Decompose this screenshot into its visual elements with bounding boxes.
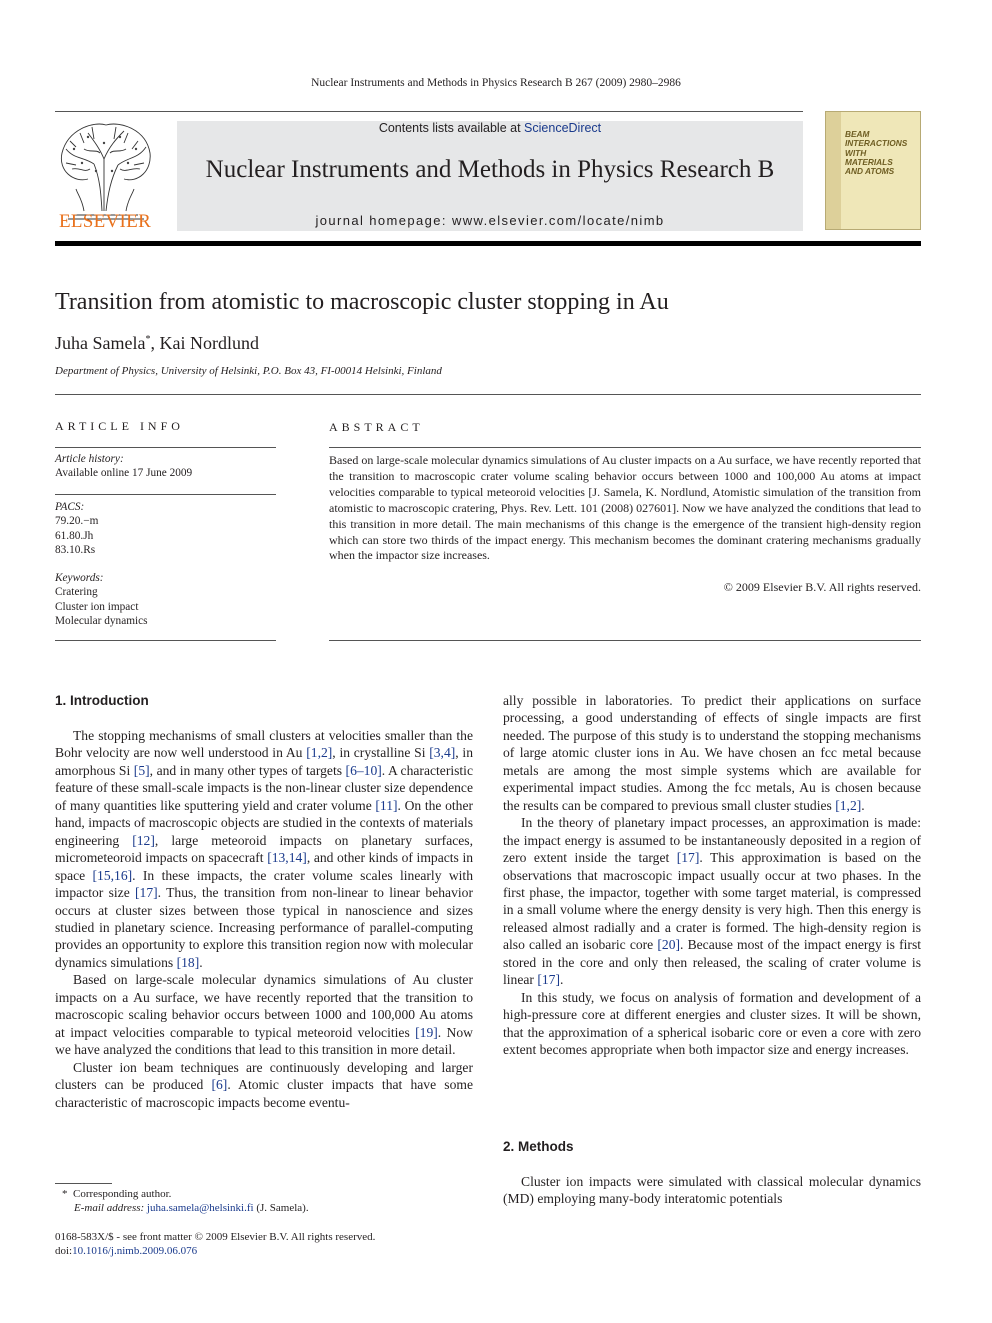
citation-link[interactable]: [1,2] bbox=[835, 797, 862, 813]
abstract-heading: ABSTRACT bbox=[329, 420, 424, 434]
section-heading-methods: 2. Methods bbox=[503, 1139, 574, 1154]
text-run: . Thus, the transition from non-linear to linear behavior occurs at cluster sizes between those typical in nanoscience and sizes studied in planetary science. Increasing performance of parallel-computing provides an opportunity to explore this transition region now with molecular dynamics simulations bbox=[55, 885, 473, 970]
affiliation: Department of Physics, University of Helsinki, P.O. Box 43, FI-00014 Helsinki, Finland bbox=[55, 365, 442, 377]
citation-link[interactable]: [17] bbox=[135, 885, 158, 901]
text-run: . This approximation is based on the observations that macroscopic impact usually occur at two phases. In the first phase, the impactor, together with some target material, is compressed in a small volume where the energy density is very high. Then this energy is released almost radially and a crater is formed. The high-density region is also called an isobaric core bbox=[503, 850, 921, 953]
cover-title bbox=[845, 130, 907, 176]
text-run: , in crystalline Si bbox=[332, 745, 430, 761]
contents-prefix: Contents lists available at bbox=[378, 121, 521, 135]
cover-line: INTERACTIONS bbox=[845, 138, 908, 149]
email-link[interactable]: juha.samela@helsinki.fi bbox=[146, 1202, 254, 1214]
citation-link[interactable]: [6–10] bbox=[345, 762, 382, 778]
abstract-text: Based on large-scale molecular dynamics simulations of Au cluster impacts on a Au surface, we have recently reported that the transition to macroscopic crater volume scaling behavior occurs between 1000 and 100,000 Au atoms at impact velocities comparable to typical meteoroid velocities [J. Samela, K. Nordlund, Atomistic simulation of the transition from atomistic to macroscopic cratering, Phys. Rev. Lett. 101 (2008) 027601]. Now we have analyzed the conditions that lead to this transition in more detail. The main mechanisms of this change is the emergence of the transient high-density region which can store two thirds of the impact energy. This mechanism becomes the dominant cratering mechanisms gradually when the impactor size increases. bbox=[329, 453, 921, 563]
text-run: , large meteoroid impacts on planetary surfaces, micrometeoroid impacts on spacecraft bbox=[55, 832, 473, 866]
text-run: , in amorphous Si bbox=[55, 745, 474, 778]
paragraph bbox=[503, 692, 921, 814]
journal-cover-image bbox=[825, 111, 921, 230]
citation-link[interactable]: [13,14] bbox=[267, 850, 307, 866]
citation-link[interactable]: [11] bbox=[375, 797, 398, 813]
section-heading-introduction: 1. Introduction bbox=[55, 693, 149, 708]
paragraph bbox=[55, 1059, 473, 1111]
abstract-copyright: © 2009 Elsevier B.V. All rights reserved. bbox=[723, 580, 921, 594]
abstract-rule bbox=[329, 447, 921, 448]
citation-link[interactable]: [5] bbox=[133, 762, 150, 778]
email-label: E-mail address: bbox=[74, 1202, 145, 1214]
article-info-heading: ARTICLE INFO bbox=[55, 419, 184, 433]
author-name: Juha Samela bbox=[55, 333, 146, 353]
paragraph bbox=[503, 814, 921, 989]
doi-prefix: doi: bbox=[55, 1245, 73, 1257]
pacs-code: 61.80.Jh bbox=[55, 529, 94, 542]
citation-link[interactable]: [15,16] bbox=[92, 867, 133, 883]
text-run: In the theory of planetary impact processes, an approximation is made: the impact energy is assumed to be instantaneously deposited in a region of zero extent inside the target bbox=[503, 815, 921, 866]
sciencedirect-link[interactable]: ScienceDirect bbox=[524, 121, 602, 135]
text-run: , and in many other types of targets bbox=[149, 762, 346, 778]
left-column bbox=[55, 727, 473, 1111]
header-thick-rule bbox=[55, 241, 921, 246]
history-label: Article history: bbox=[55, 453, 124, 465]
issn-line: 0168-583X/$ - see front matter © 2009 Elsevier B.V. All rights reserved. bbox=[55, 1231, 376, 1243]
abstract-rule bbox=[329, 640, 921, 641]
article-info-rule bbox=[55, 447, 276, 448]
cover-line: BEAM bbox=[845, 129, 870, 139]
pacs-block bbox=[55, 500, 98, 557]
doi-line bbox=[55, 1244, 375, 1258]
text-run: . On the other hand, impacts of macroscopic objects are studied in the contexts of materials engineering bbox=[55, 797, 474, 848]
paragraph bbox=[55, 727, 473, 971]
pacs-label: PACS: bbox=[55, 501, 85, 513]
doi-link[interactable]: 10.1016/j.nimb.2009.06.076 bbox=[72, 1245, 198, 1257]
citation-link[interactable]: [17] bbox=[537, 972, 560, 988]
text-run: In this study, we focus on analysis of formation and development of a high-pressure core at different energies and cluster sizes. It will be shown, that the approximation of a spherical isobaric core or even a core with zero extent becomes appropriate when both impactor size and energy increases. bbox=[503, 989, 921, 1058]
text-run: . bbox=[199, 954, 203, 970]
text-run: . A characteristic feature of these small-scale impacts is the non-linear cluster size dependence of many quantities like sputtering yield and crater volume bbox=[55, 762, 473, 813]
citation-link[interactable]: [18] bbox=[176, 954, 200, 970]
keyword: Cluster ion impact bbox=[55, 600, 139, 613]
citation-link[interactable]: [20] bbox=[657, 937, 681, 953]
footnote-corresponding-text: Corresponding author. bbox=[73, 1188, 172, 1200]
email-suffix: (J. Samela). bbox=[256, 1202, 309, 1214]
running-header: Nuclear Instruments and Methods in Physics Research B 267 (2009) 2980–2986 bbox=[311, 77, 681, 89]
contents-line bbox=[177, 121, 803, 135]
cover-line: WITH bbox=[845, 147, 867, 158]
text-run: ally possible in laboratories. To predict their applications on surface processing, a good understanding of effects of single impacts are first needed. The purpose of this study is to understand the stopping mechanisms of large atomic cluster ions in Au. We have chosen an fcc metal because metals are among the most simple systems which are available for experimental impact studies. Among the fcc metals, Au is chosen because the results can be compared to previous small cluster studies bbox=[503, 693, 921, 813]
citation-link[interactable]: [1,2] bbox=[306, 745, 333, 761]
article-title: Transition from atomistic to macroscopic cluster stopping in Au bbox=[55, 289, 669, 315]
text-run: , and other kinds of impacts in space bbox=[55, 850, 474, 883]
cover-line: MATERIALS bbox=[845, 156, 893, 167]
text-run: . In these impacts, the crater volume scales linearly with impactor size bbox=[55, 867, 473, 901]
paragraph bbox=[503, 1173, 921, 1208]
citation-link[interactable]: [12] bbox=[132, 832, 155, 848]
text-run: The stopping mechanisms of small clusters at velocities smaller than the Bohr velocity are now well understood in Au bbox=[55, 728, 473, 761]
footnote bbox=[62, 1187, 309, 1215]
history-value: Available online 17 June 2009 bbox=[55, 467, 193, 480]
text-run: . Because most of the impact energy is first stored in the core and only then released, the scaling of crater volume is linear bbox=[503, 937, 922, 988]
keywords-block bbox=[55, 571, 148, 628]
author-separator: , bbox=[150, 333, 160, 353]
publisher-logo-text: ELSEVIER bbox=[58, 211, 152, 232]
paragraph bbox=[55, 971, 473, 1058]
homepage-prefix: journal homepage: bbox=[315, 213, 447, 228]
pacs-code: 83.10.Rs bbox=[55, 543, 96, 556]
title-rule bbox=[55, 394, 921, 395]
text-run: . bbox=[560, 972, 564, 988]
right-column-methods bbox=[503, 1173, 921, 1208]
footnote-rule bbox=[55, 1183, 112, 1184]
header-top-rule bbox=[55, 111, 803, 112]
paragraph bbox=[503, 989, 921, 1059]
front-matter bbox=[55, 1230, 375, 1258]
text-run: Based on large-scale molecular dynamics simulations of Au cluster impacts on a Au surface, we have recently reported that the transition to macroscopic scaling behavior occurs between 1000 and 100,000 Au atoms at impact velocities comparable to typical meteoroid velocities bbox=[55, 972, 473, 1040]
right-column bbox=[503, 692, 921, 1059]
footnote-mark: * bbox=[62, 1188, 68, 1200]
footnote-email-line bbox=[62, 1201, 309, 1215]
text-run: . Now we have analyzed the conditions that lead to this transition in more detail. bbox=[55, 1024, 473, 1058]
text-run: . bbox=[861, 797, 865, 813]
text-run: Cluster ion beam techniques are continuously developing and larger clusters can be produced bbox=[55, 1059, 473, 1093]
keywords-label: Keywords: bbox=[55, 572, 104, 584]
keyword: Molecular dynamics bbox=[55, 614, 148, 627]
article-info-rule bbox=[55, 494, 276, 495]
citation-link[interactable]: [6] bbox=[211, 1077, 228, 1093]
text-run: Cluster ion impacts were simulated with classical molecular dynamics (MD) employing many-body interatomic potentials bbox=[503, 1174, 921, 1207]
citation-link[interactable]: [3,4] bbox=[429, 745, 456, 761]
author-name: Kai Nordlund bbox=[159, 333, 259, 353]
article-history bbox=[55, 452, 192, 481]
journal-title: Nuclear Instruments and Methods in Physics Research B bbox=[205, 156, 775, 183]
cover-stripe bbox=[826, 112, 841, 229]
citation-link[interactable]: [19] bbox=[415, 1024, 438, 1040]
keyword: Cratering bbox=[55, 586, 98, 599]
article-info-rule bbox=[55, 640, 276, 641]
corresponding-author-mark[interactable]: * bbox=[145, 334, 151, 345]
author-list bbox=[55, 333, 259, 354]
cover-line: AND ATOMS bbox=[845, 166, 895, 177]
citation-link[interactable]: [17] bbox=[676, 850, 700, 866]
text-run: . Atomic cluster impacts that have some characteristic of macroscopic impacts become eventu- bbox=[55, 1077, 473, 1110]
homepage-url[interactable]: www.elsevier.com/locate/nimb bbox=[451, 213, 665, 228]
pacs-code: 79.20.−m bbox=[55, 515, 99, 528]
footnote-corresponding bbox=[62, 1187, 309, 1201]
journal-homepage bbox=[177, 213, 803, 228]
